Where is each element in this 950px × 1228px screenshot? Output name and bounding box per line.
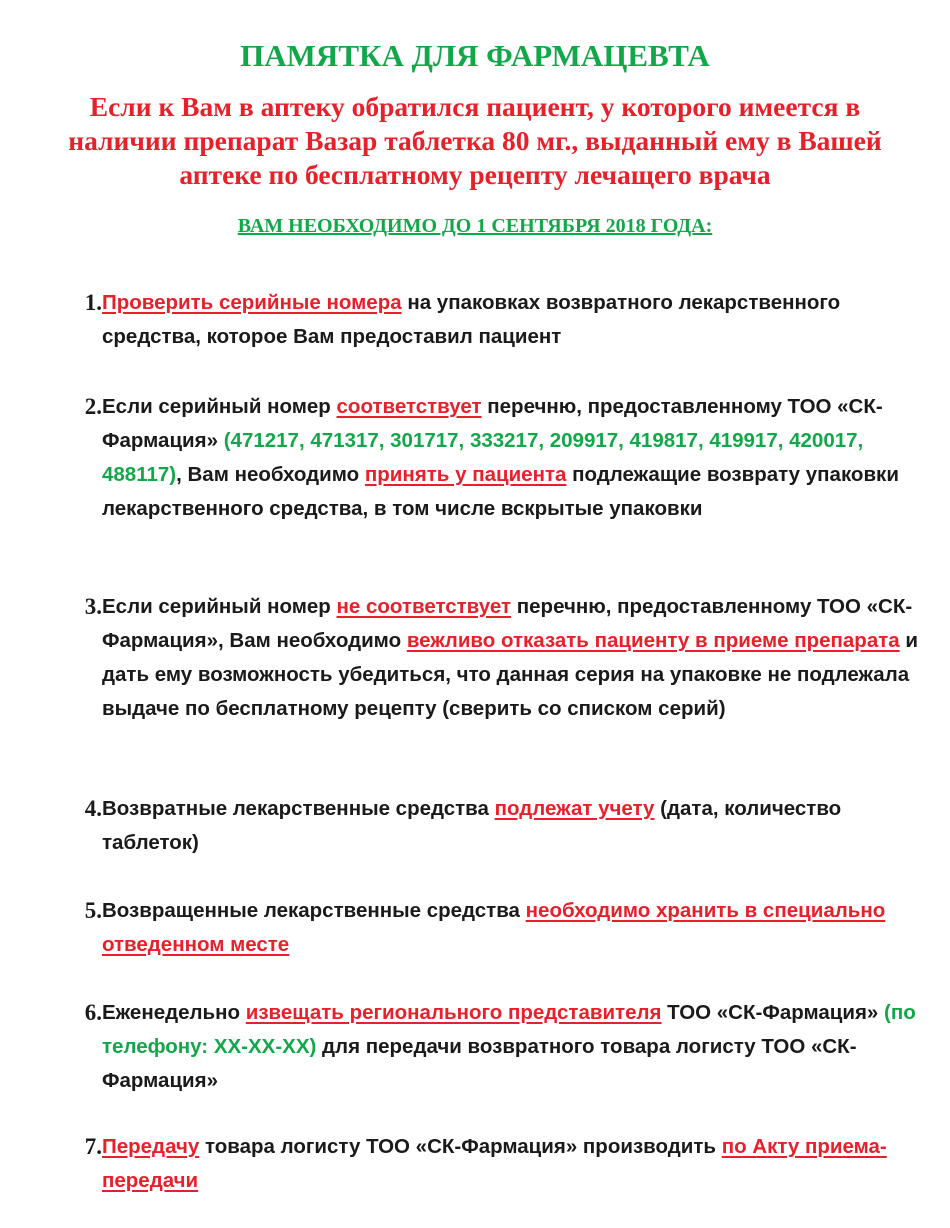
page-title: ПАМЯТКА ДЛЯ ФАРМАЦЕВТА [240,38,710,73]
text-segment: на упаковках возвратного лекарственного средства, которое Вам предоставил пациент [102,291,841,348]
highlight-action: Проверить серийные номера [102,291,402,314]
deadline-heading: ВАМ НЕОБХОДИМО ДО 1 СЕНТЯБРЯ 2018 ГОДА: [237,215,713,237]
list-item [60,390,940,526]
item-text [102,996,940,1098]
list-item [60,590,940,726]
item-text [102,792,940,860]
text-segment: товара логисту ТОО «СК-Фармация» производить [199,1135,722,1158]
text-segment: Если серийный номер [102,395,337,418]
item-text [102,1130,940,1198]
text-segment: Еженедельно [102,1001,246,1024]
text-segment: подлежащие возврату упаковки лекарственного средства, в том числе вскрытые упаковки [102,463,899,520]
highlight-action: соответствует [336,395,482,418]
highlight-action: по Акту приема-передачи [102,1135,887,1192]
text-segment: Возвращенные лекарственные средства [102,899,526,922]
highlight-action: не соответствует [336,595,512,618]
text-segment: и дать ему возможность убедиться, что данная серия на упаковке не подлежала выдаче по бесплатному рецепту (сверить со списком серий) [102,629,918,720]
phone-number: (по телефону: ХХ-ХХ-ХХ) [102,1001,916,1058]
text-segment: перечню, предоставленному ТОО «СК-Фармация», Вам необходимо [102,595,913,652]
highlight-action: извещать регионального представителя [245,1001,662,1024]
highlight-action: необходимо хранить в специально отведенном месте [102,899,886,956]
highlight-action: вежливо отказать пациенту в приеме препарата [406,629,900,652]
item-number: 6. [84,1000,102,1025]
text-segment: Если серийный номер [102,595,337,618]
item-text [102,590,940,726]
list-item [60,1130,940,1198]
list-item [60,792,940,860]
highlight-action: принять у пациента [364,463,567,486]
highlight-action: подлежат учету [494,797,655,820]
text-segment: , Вам необходимо [176,463,365,486]
item-text [102,390,940,526]
item-number: 2. [84,394,102,419]
serial-number-list: (471217, 471317, 301717, 333217, 209917, 419817, 419917, 420017, 488117) [102,429,864,486]
item-number: 4. [84,796,102,821]
list-item [60,286,940,354]
item-text [102,286,940,354]
list-item [60,996,940,1098]
item-number: 5. [84,898,102,923]
list-item [60,894,940,962]
item-text [102,894,940,962]
item-number: 3. [84,594,102,619]
highlight-action: Передачу [102,1135,200,1158]
item-number: 7. [84,1134,102,1159]
item-number: 1. [84,290,102,315]
text-segment: (дата, количество таблеток) [102,797,842,854]
text-segment: для передачи возвратного товара логисту ТОО «СК-Фармация» [102,1035,857,1092]
text-segment: перечню, предоставленному ТОО «СК-Фармация» [102,395,883,452]
text-segment: ТОО «СК-Фармация» [661,1001,885,1024]
intro-text: Если к Вам в аптеку обратился пациент, у которого имеется в наличии препарат Вазар таблетка 80 мг., выданный ему в Вашей аптеке по бесплатному рецепту лечащего врача [68,91,882,190]
text-segment: Возвратные лекарственные средства [102,797,495,820]
